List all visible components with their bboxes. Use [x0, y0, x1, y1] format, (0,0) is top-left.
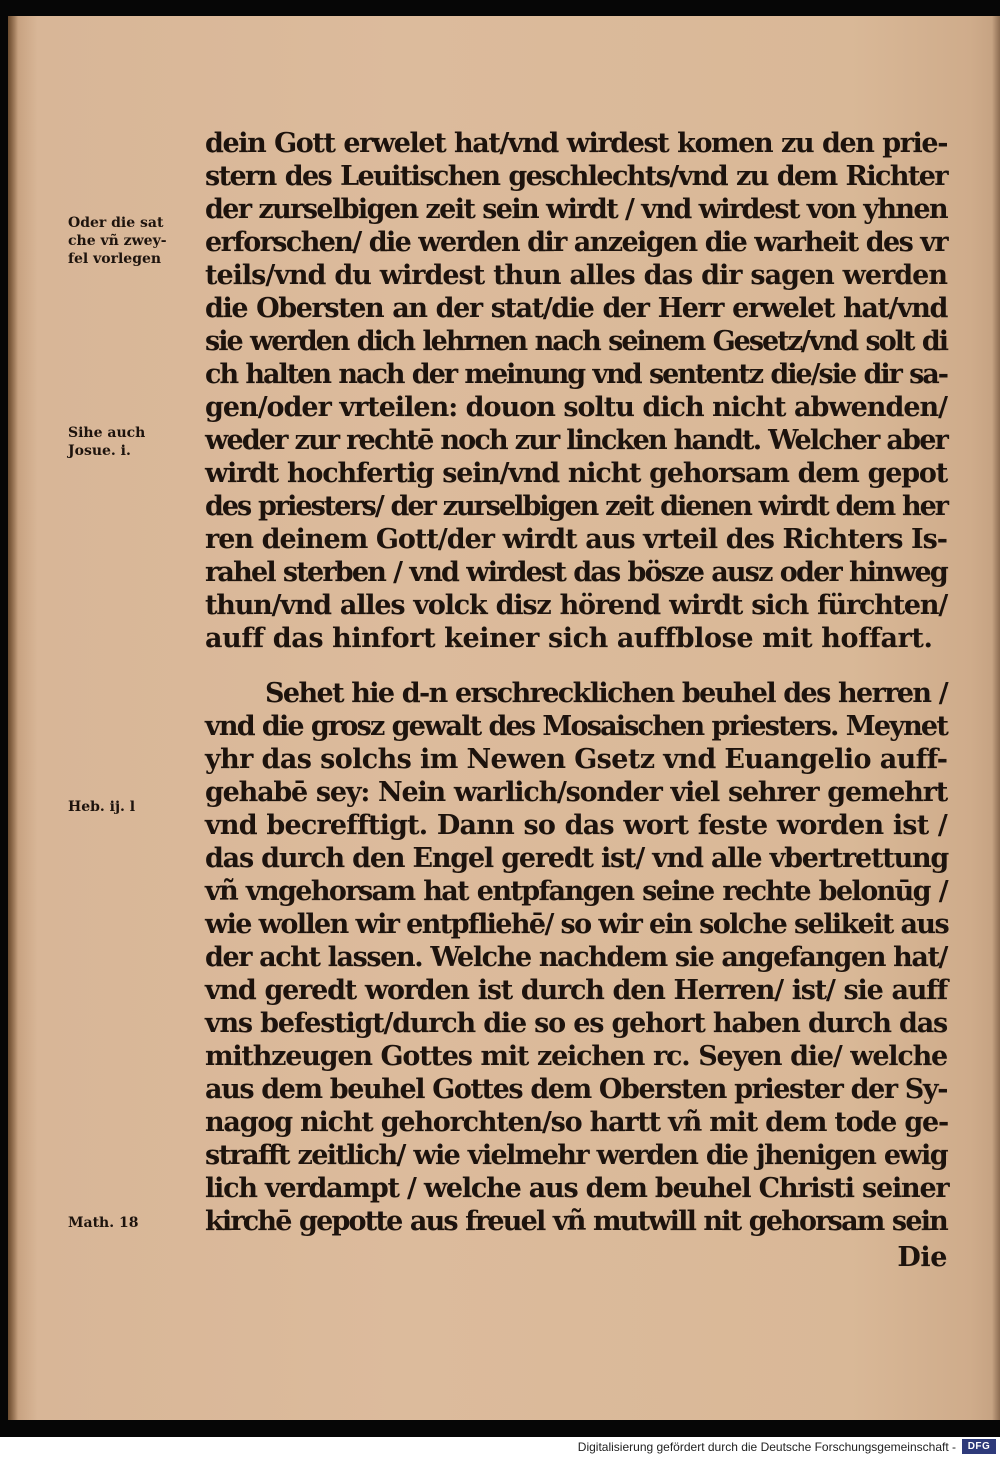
- margin-note-line: Oder die sat: [68, 215, 164, 231]
- margin-note-line: fel vorlegen: [68, 251, 162, 267]
- text-line: Sehet hie d-n erschrecklichen beuhel des herren /: [265, 678, 947, 709]
- text-line: ch halten nach der meinung vnd sententz die/sie dir sa-: [205, 359, 947, 390]
- text-line: des priesters/ der zurselbigen zeit dienen wirdt dem her: [205, 491, 947, 522]
- text-line: vnd becrefftigt. Dann so das wort feste worden ist /: [205, 810, 947, 841]
- text-line: das durch den Engel geredt ist/ vnd alle vbertrettung: [205, 843, 949, 874]
- text-line: wirdt hochfertig sein/vnd nicht gehorsam dem gepot: [205, 458, 947, 489]
- text-line: vnd geredt worden ist durch den Herren/ ist/ sie auff: [205, 975, 947, 1006]
- text-line: lich verdampt / welche aus dem beuhel Christi seiner: [205, 1173, 949, 1204]
- text-line: sie werden dich lehrnen nach seinem Gesetz/vnd solt di: [205, 326, 947, 357]
- text-line: auff das hinfort keiner sich auffblose mit hoffart.: [205, 623, 933, 654]
- margin-note-line: Heb. ij. l: [68, 799, 136, 815]
- footer-credit: Digitalisierung gefördert durch die Deutsche Forschungsgemeinschaft -: [577, 1440, 956, 1454]
- text-line: wie wollen wir entpfliehē/ so wir ein solche selikeit aus: [205, 909, 949, 940]
- text-line: ren deinem Gott/der wirdt aus vrteil des Richters Is-: [205, 524, 947, 555]
- margin-note-line: Sihe auch: [68, 425, 146, 441]
- text-line: gehabē sey: Nein warlich/sonder viel sehrer gemehrt: [205, 777, 947, 808]
- text-line: rahel sterben / vnd wirdest das bösze ausz oder hinweg: [205, 557, 947, 588]
- dfg-logo: DFG: [962, 1439, 996, 1454]
- text-line: mithzeugen Gottes mit zeichen rc. Seyen die/ welche: [205, 1041, 947, 1072]
- text-line: strafft zeitlich/ wie vielmehr werden die jhenigen ewig: [205, 1140, 947, 1171]
- margin-note-4: [68, 1214, 200, 1232]
- margin-note-1: [68, 214, 200, 268]
- margin-note-line: Math. 18: [68, 1215, 139, 1231]
- text-line: vnd die grosz gewalt des Mosaischen priesters. Meynet: [205, 711, 947, 742]
- text-line: weder zur rechtē noch zur lincken handt. Welcher aber: [205, 425, 947, 456]
- text-line: der acht lassen. Welche nachdem sie angefangen hat/: [205, 942, 947, 973]
- book-page: [8, 16, 1000, 1420]
- text-line: nagog nicht gehorchten/so hartt vñ mit dem tode ge-: [205, 1107, 948, 1138]
- margin-note-3: [68, 798, 200, 816]
- text-line: dein Gott erwelet hat/vnd wirdest komen zu den prie-: [205, 128, 947, 159]
- text-line: vns befestigt/durch die so es gehort haben durch das: [205, 1008, 947, 1039]
- text-line: aus dem beuhel Gottes dem Obersten priester der Sy-: [205, 1074, 947, 1105]
- text-line: yhr das solchs im Newen Gsetz vnd Euangelio auff-: [205, 744, 948, 775]
- text-line: stern des Leuitischen geschlechts/vnd zu dem Richter: [205, 161, 947, 192]
- text-line: die Obersten an der stat/die der Herr erwelet hat/vnd: [205, 293, 947, 324]
- text-line: gen/oder vrteilen: douon soltu dich nicht abwenden/: [205, 392, 947, 423]
- catchword: Die: [897, 1242, 947, 1273]
- text-line: kirchē gepotte aus freuel vñ mutwill nit gehorsam sein: [205, 1206, 947, 1237]
- text-line: teils/vnd du wirdest thun alles das dir sagen werden: [205, 260, 947, 291]
- text-line: vñ vngehorsam hat entpfangen seine rechte belonūg /: [205, 876, 947, 907]
- text-line: thun/vnd alles volck disz hörend wirdt sich fürchten/: [205, 590, 947, 621]
- margin-note-2: [68, 424, 200, 460]
- footer-bar: [0, 1437, 1000, 1457]
- text-line: der zurselbigen zeit sein wirdt / vnd wirdest von yhnen: [205, 194, 947, 225]
- text-line: erforschen/ die werden dir anzeigen die warheit des vr: [205, 227, 947, 258]
- margin-note-line: che vñ zwey-: [68, 233, 167, 249]
- margin-note-line: Josue. i.: [68, 443, 131, 459]
